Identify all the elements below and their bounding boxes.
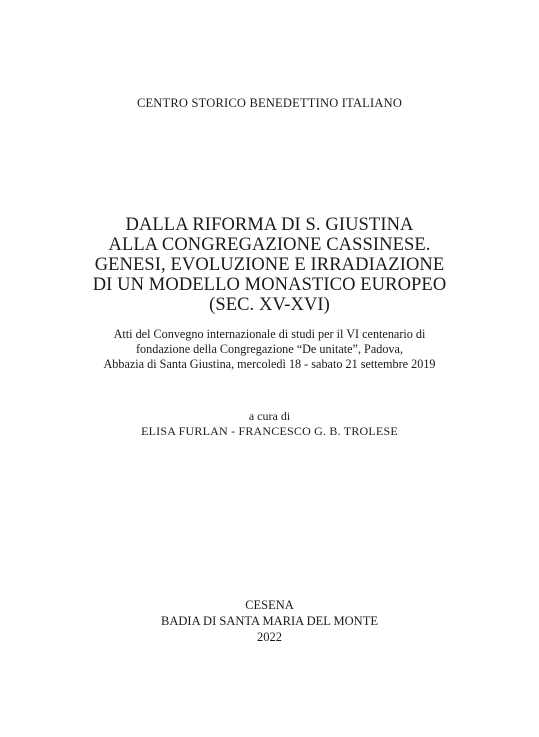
book-title-line: ALLA CONGREGAZIONE CASSINESE. xyxy=(108,235,431,255)
book-title-line: DALLA RIFORMA DI S. GIUSTINA xyxy=(125,215,414,235)
institution-name: CENTRO STORICO BENEDETTINO ITALIANO xyxy=(136,96,403,110)
editors-names: ELISA FURLAN - FRANCESCO G. B. TROLESE xyxy=(141,424,398,438)
proceedings-line: fondazione della Congregazione “De unitate”, Padova, xyxy=(135,342,403,356)
book-title-line: DI UN MODELLO MONASTICO EUROPEO xyxy=(92,275,447,295)
proceedings-description xyxy=(0,327,539,372)
curated-by-label: a cura di xyxy=(248,409,291,423)
book-title xyxy=(0,215,539,315)
book-title-line: GENESI, EVOLUZIONE E IRRADIAZIONE xyxy=(94,255,445,275)
proceedings-line: Abbazia di Santa Giustina, mercoledì 18 - sabato 21 settembre 2019 xyxy=(103,357,436,371)
publisher-name: BADIA DI SANTA MARIA DEL MONTE xyxy=(161,614,378,628)
publisher-info xyxy=(0,597,539,645)
publication-year: 2022 xyxy=(257,630,282,644)
publisher-city: CESENA xyxy=(245,598,294,612)
book-title-line: (SEC. XV-XVI) xyxy=(209,295,330,315)
proceedings-line: Atti del Convegno internazionale di studi per il VI centenario di xyxy=(113,327,426,341)
